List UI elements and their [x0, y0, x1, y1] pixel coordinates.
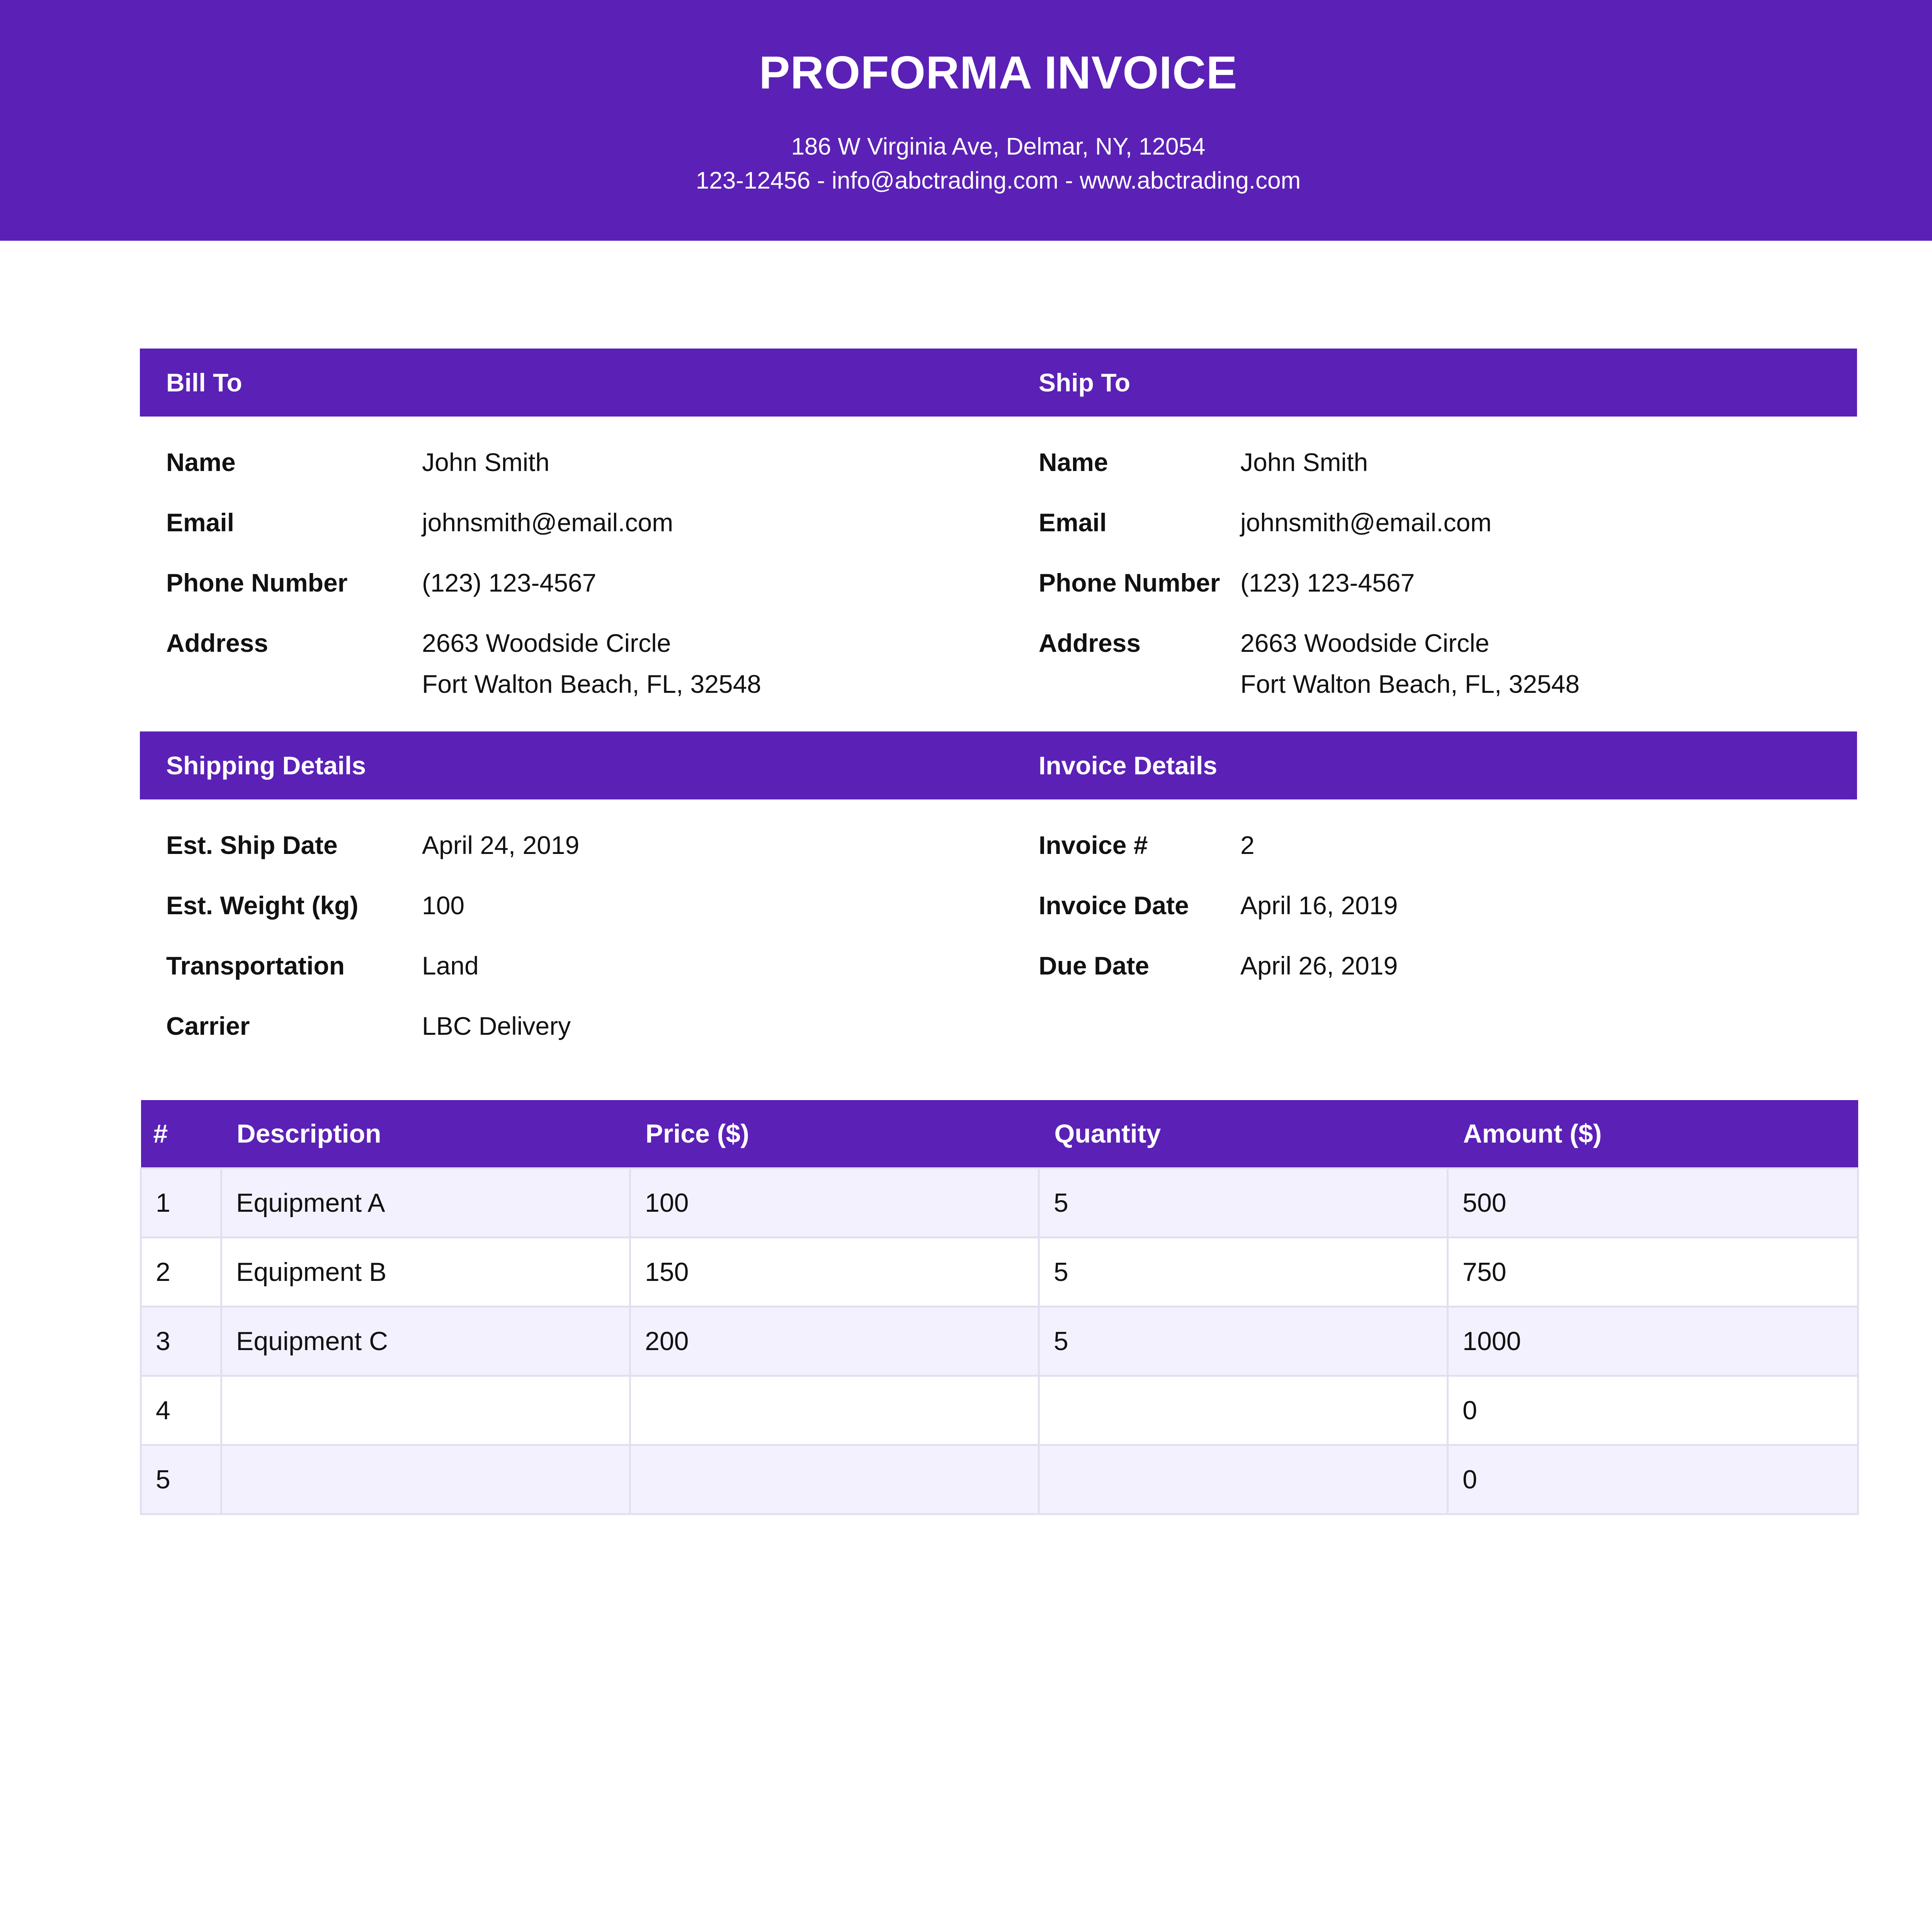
- row-price: 150: [630, 1238, 1039, 1307]
- table-row: [141, 1376, 1858, 1445]
- carrier-label: Carrier: [166, 1012, 250, 1040]
- invoice-number-label: Invoice #: [1039, 831, 1148, 859]
- bill-address-line1: 2663 Woodside Circle: [422, 629, 671, 657]
- row-amount: 750: [1448, 1238, 1858, 1307]
- ship-address-line2: Fort Walton Beach, FL, 32548: [1240, 670, 1580, 698]
- row-amount: 0: [1448, 1376, 1858, 1445]
- company-contact: 123-12456 - info@abctrading.com - www.abctrading.com: [696, 167, 1301, 194]
- ship-phone: (123) 123-4567: [1240, 568, 1415, 597]
- table-row: [141, 1238, 1858, 1307]
- bill-name: John Smith: [422, 448, 550, 476]
- row-quantity: [1039, 1376, 1448, 1445]
- due-date: April 26, 2019: [1240, 951, 1398, 980]
- company-address: 186 W Virginia Ave, Delmar, NY, 12054: [791, 133, 1206, 160]
- ship-email-label: Email: [1039, 508, 1107, 537]
- row-quantity: 5: [1039, 1307, 1448, 1376]
- col-header-number: #: [141, 1100, 221, 1168]
- row-quantity: 5: [1039, 1168, 1448, 1238]
- row-number: 3: [141, 1307, 221, 1376]
- ship-address-label: Address: [1039, 629, 1141, 657]
- row-price: 100: [630, 1168, 1039, 1238]
- ship-address-line1: 2663 Woodside Circle: [1240, 629, 1490, 657]
- invoice-date-label: Invoice Date: [1039, 891, 1189, 920]
- invoice-header: [0, 0, 1932, 241]
- invoice-date: April 16, 2019: [1240, 891, 1398, 920]
- invoice-details-heading: Invoice Details: [1039, 751, 1218, 780]
- bill-to-heading: Bill To: [166, 368, 242, 397]
- ship-to-heading: Ship To: [1039, 368, 1131, 397]
- bill-email: johnsmith@email.com: [422, 508, 673, 537]
- col-header-quantity: Quantity: [1039, 1100, 1448, 1168]
- details-bar: [140, 731, 1857, 799]
- ship-email: johnsmith@email.com: [1240, 508, 1492, 537]
- row-price: [630, 1445, 1039, 1514]
- row-quantity: [1039, 1445, 1448, 1514]
- bill-address-label: Address: [166, 629, 269, 657]
- ship-phone-label: Phone Number: [1039, 568, 1220, 597]
- carrier: LBC Delivery: [422, 1012, 571, 1040]
- transport-label: Transportation: [166, 951, 345, 980]
- row-price: [630, 1376, 1039, 1445]
- items-table: [140, 1100, 1859, 1515]
- ship-date: April 24, 2019: [422, 831, 580, 859]
- ship-name: John Smith: [1240, 448, 1368, 476]
- weight: 100: [422, 891, 465, 920]
- billing-shipping-bar: [140, 349, 1857, 417]
- row-number: 1: [141, 1168, 221, 1238]
- weight-label: Est. Weight (kg): [166, 891, 359, 920]
- bill-phone: (123) 123-4567: [422, 568, 597, 597]
- row-quantity: 5: [1039, 1238, 1448, 1307]
- invoice-number: 2: [1240, 831, 1255, 859]
- table-row: [141, 1307, 1858, 1376]
- bill-phone-label: Phone Number: [166, 568, 348, 597]
- row-number: 5: [141, 1445, 221, 1514]
- col-header-amount: Amount ($): [1448, 1100, 1858, 1168]
- ship-date-label: Est. Ship Date: [166, 831, 338, 859]
- row-amount: 500: [1448, 1168, 1858, 1238]
- row-description: [221, 1445, 630, 1514]
- row-description: Equipment A: [221, 1168, 630, 1238]
- row-amount: 0: [1448, 1445, 1858, 1514]
- page-title: PROFORMA INVOICE: [759, 47, 1238, 99]
- table-header-row: [141, 1100, 1858, 1168]
- row-number: 2: [141, 1238, 221, 1307]
- transport: Land: [422, 951, 479, 980]
- shipping-details-heading: Shipping Details: [166, 751, 366, 780]
- bill-name-label: Name: [166, 448, 236, 476]
- row-number: 4: [141, 1376, 221, 1445]
- bill-address-line2: Fort Walton Beach, FL, 32548: [422, 670, 762, 698]
- row-description: Equipment B: [221, 1238, 630, 1307]
- row-price: 200: [630, 1307, 1039, 1376]
- row-description: Equipment C: [221, 1307, 630, 1376]
- row-amount: 1000: [1448, 1307, 1858, 1376]
- col-header-description: Description: [221, 1100, 630, 1168]
- row-description: [221, 1376, 630, 1445]
- col-header-price: Price ($): [630, 1100, 1039, 1168]
- table-row: [141, 1168, 1858, 1238]
- due-date-label: Due Date: [1039, 951, 1150, 980]
- ship-name-label: Name: [1039, 448, 1108, 476]
- table-row: [141, 1445, 1858, 1514]
- bill-email-label: Email: [166, 508, 235, 537]
